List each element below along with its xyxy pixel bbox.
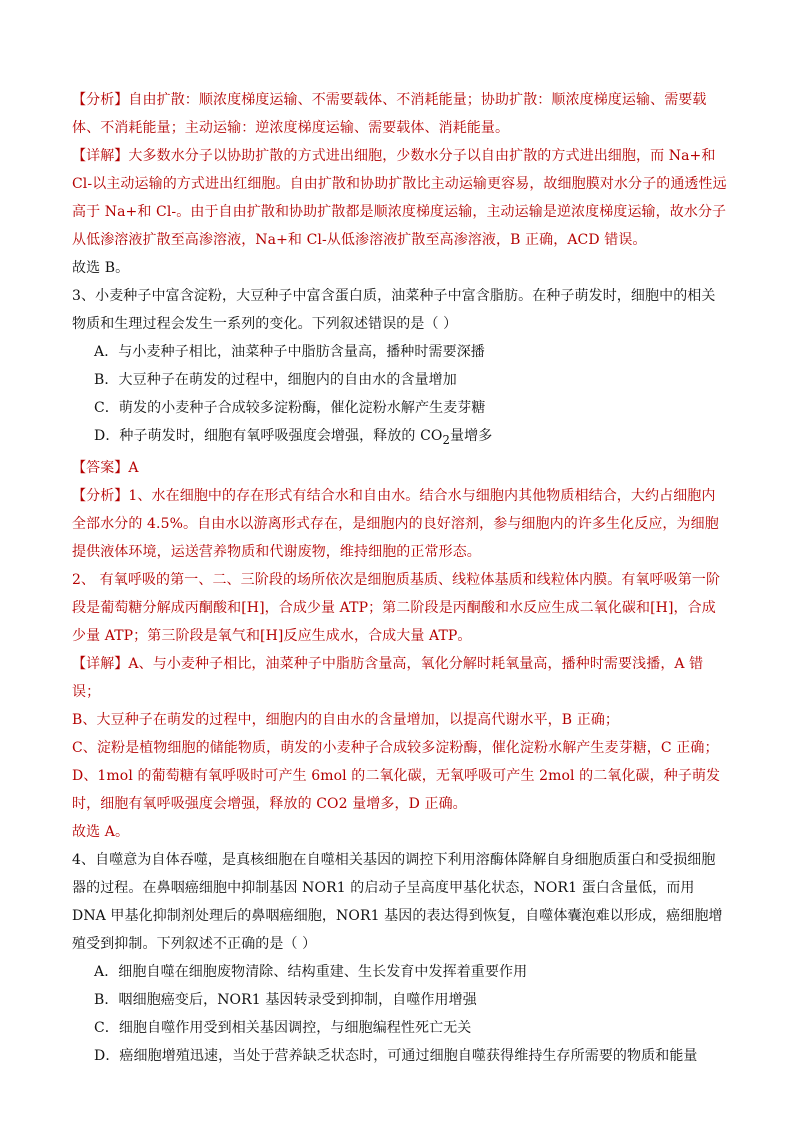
prev-analysis: 【分析】自由扩散：顺浓度梯度运输、不需要载体、不消耗能量；协助扩散：顺浓度梯度运输、需要载体、不消耗能量；主动运输：逆浓度梯度运输、需要载体、消耗能量。 <box>72 92 707 136</box>
question-3-stem: 3、小麦种子中富含淀粉，大豆种子中富含蛋白质，油菜种子中富含脂肪。在种子萌发时，细胞中的相关物质和生理过程会发生一系列的变化。下列叙述错误的是（ ） <box>72 288 716 332</box>
question-3-detail-d: D、1mol 的葡萄糖有氧呼吸时可产生 6mol 的二氧化碳，无氧呼吸可产生 2mol 的二氧化碳，种子萌发时，细胞有氧呼吸强度会增强，释放的 CO2 量增多，D 正确。 <box>72 767 721 812</box>
question-3-choice: 故选 A。 <box>72 823 130 840</box>
question-4-stem: 4、自噬意为自体吞噬，是真核细胞在自噬相关基因的调控下利用溶酶体降解自身细胞质蛋白和受损细胞器的过程。在鼻咽癌细胞中抑制基因 NOR1 的启动子呈高度甲基化状态，NOR1 蛋白含量低，而用 DNA 甲基化抑制剂处理后的鼻咽癌细胞，NOR1 基因的表达得到恢复，自噬体囊泡难以形成，癌细胞增殖受到抑制。下列叙述不正确的是（ ） <box>72 851 723 952</box>
question-3-detail-b: B、大豆种子在萌发的过程中，细胞内的自由水的含量增加，以提高代谢水平，B 正确； <box>72 711 620 728</box>
question-3-option-d: D．种子萌发时，细胞有氧呼吸强度会增强，释放的 $CO_2$量增多 <box>94 428 493 447</box>
question-3-analysis-2: 2、 有氧呼吸的第一、二、三阶段的场所依次是细胞质基质、线粒体基质和线粒体内膜。有氧呼吸第一阶段是葡萄糖分解成丙酮酸和[H]，合成少量 ATP；第二阶段是丙酮酸和水反应生成二氧化碳和[H]，合成少量 ATP；第三阶段是氧气和[H]反应生成水，合成大量 ATP。 <box>72 571 721 644</box>
detail-tag: 【详解】 <box>72 148 129 164</box>
question-3-answer: 【答案】A <box>72 459 139 476</box>
question-3-detail-c: C、淀粉是植物细胞的储能物质，萌发的小麦种子合成较多淀粉酶，催化淀粉水解产生麦芽糖，C 正确； <box>72 739 719 756</box>
question-4-option-d: D．癌细胞增殖迅速，当处于营养缺乏状态时，可通过细胞自噬获得维持生存所需要的物质和能量 <box>94 1047 698 1064</box>
question-4-option-c: C．细胞自噬作用受到相关基因调控，与细胞编程性死亡无关 <box>94 1019 472 1036</box>
analysis-tag: 【分析】 <box>72 487 129 504</box>
question-3-detail-a: 【详解】A、与小麦种子相比，油菜种子中脂肪含量高，氧化分解时耗氧量高，播种时需要浅播，A 错误； <box>72 655 704 700</box>
document-page <box>72 86 728 1070</box>
question-4-option-b: B．咽细胞癌变后，NOR1 基因转录受到抑制，自噬作用增强 <box>94 991 477 1008</box>
answer-tag: 【答案】 <box>72 459 129 476</box>
question-3-option-b: B．大豆种子在萌发的过程中，细胞内的自由水的含量增加 <box>94 372 457 388</box>
prev-choice: 故选 B。 <box>72 260 130 276</box>
prev-detail: 【详解】大多数水分子以协助扩散的方式进出细胞，少数水分子以自由扩散的方式进出细胞，而 Na+和 Cl-以主动运输的方式进出红细胞。自由扩散和协助扩散比主动运输更容易，故细胞膜对水分子的通透性远高于 Na+和 Cl-。由于自由扩散和协助扩散都是顺浓度梯度运输，主动运输是逆浓度梯度运输，故水分子从低渗溶液扩散至高渗溶液，Na+和 Cl-从低渗溶液扩散至高渗溶液，B 正确，ACD 错误。 <box>72 148 727 248</box>
question-3-option-c: C．萌发的小麦种子合成较多淀粉酶，催化淀粉水解产生麦芽糖 <box>94 400 486 416</box>
question-3-option-a: A．与小麦种子相比，油菜种子中脂肪含量高，播种时需要深播 <box>94 344 485 360</box>
analysis-tag: 【分析】 <box>72 92 129 108</box>
question-3-analysis-1: 【分析】1、水在细胞中的存在形式有结合水和自由水。结合水与细胞内其他物质相结合，大约占细胞内全部水分的 4.5%。自由水以游离形式存在，是细胞内的良好溶剂，参与细胞内的许多生化反应，为细胞提供液体环境，运送营养物质和代谢废物，维持细胞的正常形态。 <box>72 487 719 560</box>
question-4-option-a: A．细胞自噬在细胞废物清除、结构重建、生长发育中发挥着重要作用 <box>94 963 528 980</box>
detail-tag: 【详解】 <box>72 655 129 672</box>
